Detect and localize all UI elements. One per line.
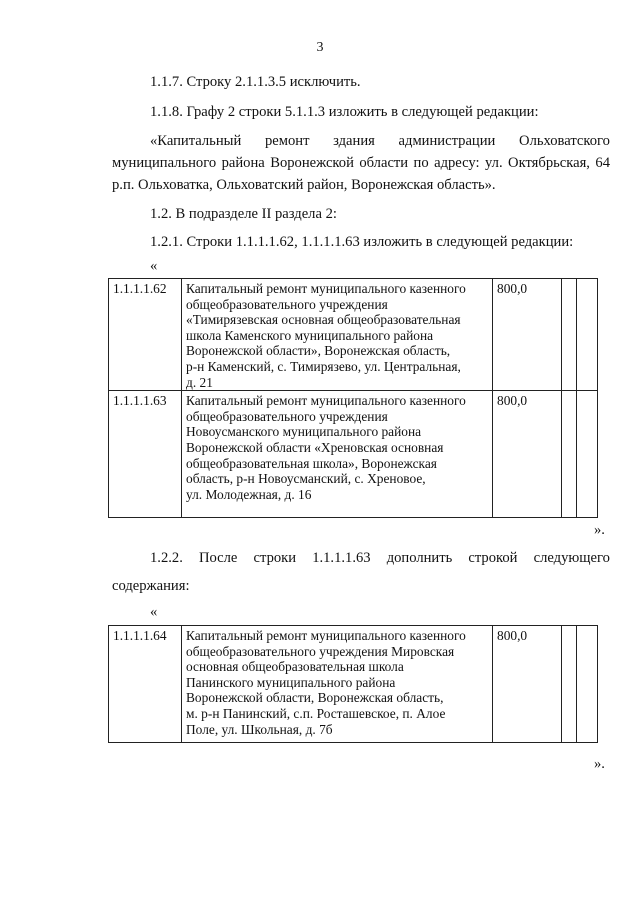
- row-description: Капитальный ремонт муниципального казенного общеобразовательного учреждения Мировская основная общеобразовательная школа Панинского муниципального района Воронежской области, Воронежская область, м. р-н Панинский, с.п. Росташевское, п. Алое Поле, ул. Школьная, д. 7б: [182, 626, 493, 743]
- word: дополнить: [386, 550, 453, 566]
- paragraph-1-2: 1.2. В подразделе II раздела 2:: [150, 206, 337, 222]
- open-quote: «: [150, 604, 158, 620]
- table-row-64: [108, 625, 598, 743]
- open-quote: «: [150, 258, 158, 274]
- row-value: 800,0: [493, 391, 562, 518]
- row-number: 1.1.1.1.63: [109, 391, 182, 518]
- word: строки: [253, 550, 297, 566]
- row-description: Капитальный ремонт муниципального казенного общеобразовательного учреждения «Тимирязевская основная общеобразовательная школа Каменского муниципального района Воронежской области», Воронежская область, р-н Каменский, с. Тимирязево, ул. Центральная, д. 21: [182, 279, 493, 391]
- table-row: [109, 279, 598, 391]
- paragraph-quote-line-1: [150, 131, 610, 151]
- paragraph-1-2-1: 1.2.1. Строки 1.1.1.1.62, 1.1.1.1.63 изложить в следующей редакции:: [150, 234, 574, 250]
- word: 1.1.1.1.63: [312, 550, 371, 566]
- paragraph-quote-line-3: р.п. Ольховатка, Ольховатский район, Воронежская область».: [112, 177, 496, 193]
- word: После: [198, 550, 238, 566]
- paragraph-1-1-7: 1.1.7. Строку 2.1.1.3.5 исключить.: [150, 74, 361, 90]
- table-row: [109, 391, 598, 518]
- empty-cell: [562, 626, 577, 743]
- table-rows-62-63: [108, 278, 598, 518]
- paragraph-1-1-8: 1.1.8. Графу 2 строки 5.1.1.3 изложить в следующей редакции:: [150, 104, 539, 120]
- close-quote: ».: [594, 756, 605, 772]
- paragraph-1-2-2-line-2: содержания:: [112, 578, 190, 594]
- row-number: 1.1.1.1.64: [109, 626, 182, 743]
- empty-cell: [562, 391, 577, 518]
- row-description: Капитальный ремонт муниципального казенного общеобразовательного учреждения Новоусманского муниципального района Воронежской области «Хреновская основная общеобразовательная школа», Воронежская область, р-н Новоусманский, с. Хреновое, ул. Молодежная, д. 16: [182, 391, 493, 518]
- page-number: 3: [316, 40, 324, 55]
- close-quote: ».: [594, 522, 605, 538]
- empty-cell: [577, 626, 598, 743]
- word: строкой: [468, 550, 518, 566]
- table-row: [109, 626, 598, 743]
- empty-cell: [577, 279, 598, 391]
- word: Ольховатского: [519, 133, 610, 149]
- row-value: 800,0: [493, 626, 562, 743]
- word: здания: [333, 133, 375, 149]
- word: «Капитальный: [150, 133, 242, 149]
- paragraph-1-2-2-line-1: [150, 548, 610, 568]
- word: администрации: [398, 133, 496, 149]
- paragraph-quote-line-2: муниципального района Воронежской области по адресу: ул. Октябрьская, 64: [112, 155, 610, 171]
- word: ремонт: [264, 133, 310, 149]
- row-number: 1.1.1.1.62: [109, 279, 182, 391]
- word: 1.2.2.: [150, 550, 183, 566]
- empty-cell: [577, 391, 598, 518]
- word: следующего: [533, 550, 610, 566]
- empty-cell: [562, 279, 577, 391]
- row-value: 800,0: [493, 279, 562, 391]
